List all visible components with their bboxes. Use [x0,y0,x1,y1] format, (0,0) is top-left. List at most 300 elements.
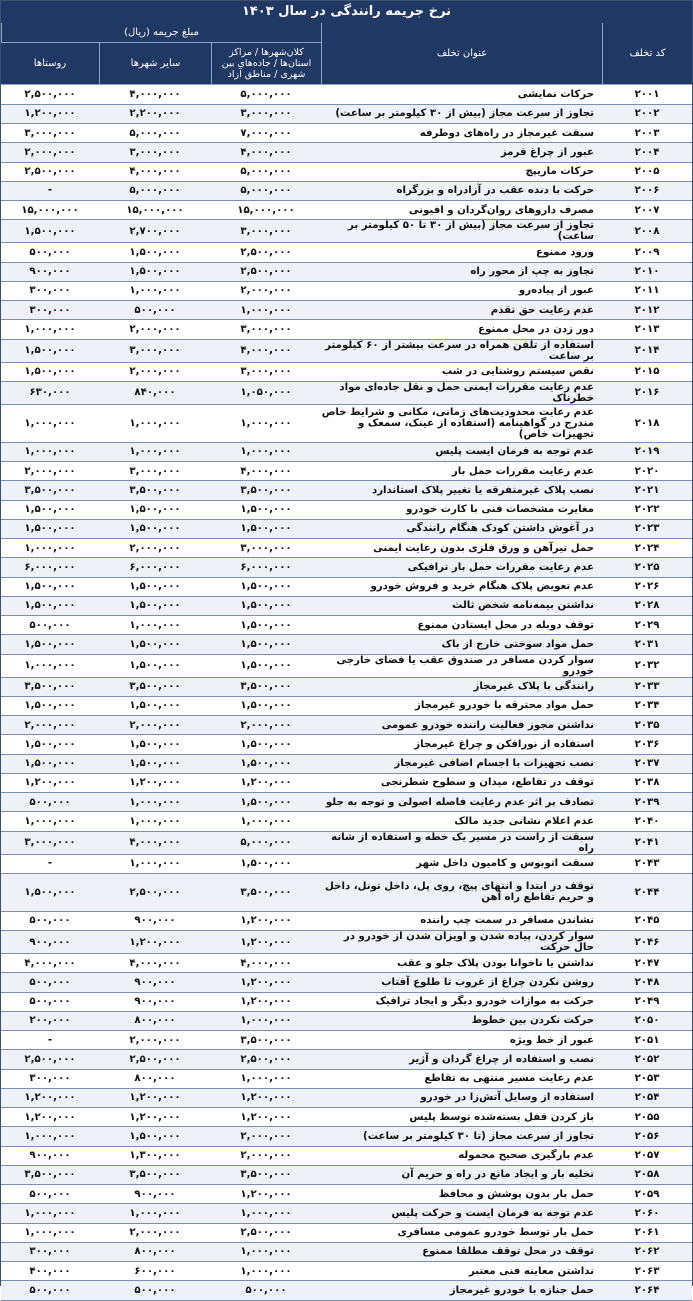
cell-code: ۲۰۶۲ [602,1242,692,1261]
cell-code: ۲۰۶۴ [602,1281,692,1300]
cell-villages: ۲,۵۰۰,۰۰۰ [1,162,99,181]
cell-metro: ۱,۵۰۰,۰۰۰ [211,635,321,654]
cell-villages: ۱,۲۰۰,۰۰۰ [1,1108,99,1127]
table-row [1,1011,692,1030]
cell-villages: ۱,۰۰۰,۰۰۰ [1,1204,99,1223]
cell-other-cities: ۱۵,۰۰۰,۰۰۰ [99,201,211,220]
cell-other-cities: ۳,۵۰۰,۰۰۰ [99,1165,211,1184]
cell-title: حمل جنازه با خودرو غیرمجاز [321,1281,602,1300]
table-row [1,362,692,381]
cell-other-cities: ۱,۵۰۰,۰۰۰ [99,635,211,654]
cell-villages: ۱,۵۰۰,۰۰۰ [1,220,99,243]
cell-metro: ۴,۰۰۰,۰۰۰ [211,462,321,481]
cell-title: نداشتن بیمه‌نامه شخص ثالث [321,596,602,615]
cell-metro: ۱,۲۰۰,۰۰۰ [211,911,321,930]
cell-title: عدم بارگیری صحیح محموله [321,1146,602,1165]
header-other-cities: سایر شهرها [99,43,211,85]
cell-other-cities: ۲,۰۰۰,۰۰۰ [99,1031,211,1050]
cell-villages: ۶,۰۰۰,۰۰۰ [1,558,99,577]
cell-metro: ۱,۲۰۰,۰۰۰ [211,931,321,954]
cell-metro: ۱,۵۰۰,۰۰۰ [211,793,321,812]
cell-code: ۲۰۱۵ [602,362,692,381]
cell-title: حمل بار توسط خودرو عمومی مسافری [321,1223,602,1242]
cell-code: ۲۰۲۵ [602,558,692,577]
cell-villages: ۲,۰۰۰,۰۰۰ [1,716,99,735]
cell-other-cities: ۹۰۰,۰۰۰ [99,911,211,930]
cell-code: ۲۰۵۴ [602,1088,692,1107]
cell-metro: ۵,۰۰۰,۰۰۰ [211,181,321,200]
cell-metro: ۱,۰۰۰,۰۰۰ [211,442,321,461]
cell-code: ۲۰۳۳ [602,677,692,696]
cell-other-cities: ۱,۲۰۰,۰۰۰ [99,773,211,792]
table-row [1,696,692,715]
cell-metro: ۲,۰۰۰,۰۰۰ [211,281,321,300]
table-row [1,404,692,442]
cell-code: ۲۰۴۳ [602,854,692,873]
cell-villages: ۵۰۰,۰۰۰ [1,616,99,635]
table-header [1,23,692,85]
cell-code: ۲۰۳۴ [602,696,692,715]
cell-code: ۲۰۵۹ [602,1185,692,1204]
cell-metro: ۴,۰۰۰,۰۰۰ [211,143,321,162]
cell-other-cities: ۳,۰۰۰,۰۰۰ [99,462,211,481]
cell-metro: ۱,۵۰۰,۰۰۰ [211,596,321,615]
cell-villages: ۹۰۰,۰۰۰ [1,262,99,281]
cell-code: ۲۰۵۷ [602,1146,692,1165]
table-row [1,931,692,954]
cell-title: ورود ممنوع [321,243,602,262]
cell-villages: ۵۰۰,۰۰۰ [1,1281,99,1300]
cell-code: ۲۰۲۳ [602,519,692,538]
cell-title: توقف در ابتدا و انتهای پیچ، روی پل، داخل تونل، داخل و حریم تقاطع راه آهن [321,873,602,911]
cell-villages: ۵۰۰,۰۰۰ [1,793,99,812]
cell-villages: ۳,۵۰۰,۰۰۰ [1,1165,99,1184]
table-row [1,124,692,143]
table-row [1,462,692,481]
cell-code: ۲۰۵۶ [602,1127,692,1146]
table-row [1,558,692,577]
cell-title: دور زدن در محل ممنوع [321,320,602,339]
cell-villages: ۵۰۰,۰۰۰ [1,243,99,262]
cell-villages: ۱,۵۰۰,۰۰۰ [1,596,99,615]
cell-code: ۲۰۳۲ [602,654,692,677]
cell-title: عبور از پیاده‌رو [321,281,602,300]
cell-title: توقف دوبله در محل ایستادن ممنوع [321,616,602,635]
cell-other-cities: ۱,۵۰۰,۰۰۰ [99,1127,211,1146]
cell-metro: ۱۵,۰۰۰,۰۰۰ [211,201,321,220]
cell-title: حمل مواد محترقه با خودرو غیرمجاز [321,696,602,715]
cell-title: حرکت با دنده عقب در آزادراه و بزرگراه [321,181,602,200]
cell-villages: ۳۰۰,۰۰۰ [1,1242,99,1261]
cell-villages: ۱,۵۰۰,۰۰۰ [1,635,99,654]
cell-other-cities: ۱,۰۰۰,۰۰۰ [99,1204,211,1223]
cell-other-cities: ۱,۰۰۰,۰۰۰ [99,793,211,812]
cell-other-cities: ۵۰۰,۰۰۰ [99,301,211,320]
table-row [1,1262,692,1281]
cell-title: در آغوش داشتن کودک هنگام رانندگی [321,519,602,538]
cell-other-cities: ۲,۰۰۰,۰۰۰ [99,716,211,735]
cell-metro: ۱,۵۰۰,۰۰۰ [211,754,321,773]
cell-metro: ۳,۵۰۰,۰۰۰ [211,677,321,696]
cell-villages: ۳۰۰,۰۰۰ [1,281,99,300]
cell-title: عدم تعویض پلاک هنگام خرید و فروش خودرو [321,577,602,596]
cell-villages: ۲۰۰,۰۰۰ [1,1011,99,1030]
table-row [1,677,692,696]
table-row [1,442,692,461]
cell-title: استفاده از تلفن همراه در سرعت بیشتر از ۶۰ کیلومتر بر ساعت [321,339,602,362]
header-amount-group: مبلغ جریمه (ریال) [1,23,321,43]
table-row [1,1185,692,1204]
cell-other-cities: ۲,۰۰۰,۰۰۰ [99,362,211,381]
cell-other-cities: ۲,۵۰۰,۰۰۰ [99,1050,211,1069]
cell-code: ۲۰۵۲ [602,1050,692,1069]
cell-metro: ۲,۵۰۰,۰۰۰ [211,243,321,262]
cell-other-cities: ۸۰۰,۰۰۰ [99,1069,211,1088]
table-row [1,577,692,596]
cell-metro: ۳,۵۰۰,۰۰۰ [211,873,321,911]
cell-other-cities: ۱,۵۰۰,۰۰۰ [99,735,211,754]
cell-code: ۲۰۲۲ [602,500,692,519]
cell-code: ۲۰۰۷ [602,201,692,220]
cell-title: نداشتن معاینه فنی معتبر [321,1262,602,1281]
cell-villages: ۱,۲۰۰,۰۰۰ [1,1088,99,1107]
cell-other-cities: ۵,۰۰۰,۰۰۰ [99,181,211,200]
cell-code: ۲۰۱۸ [602,404,692,442]
cell-metro: ۱,۲۰۰,۰۰۰ [211,1185,321,1204]
cell-title: مصرف داروهای روان‌گردان و افیونی [321,201,602,220]
cell-metro: ۱,۵۰۰,۰۰۰ [211,654,321,677]
cell-title: توقف در تقاطع، میدان و سطوح شطرنجی [321,773,602,792]
cell-code: ۲۰۶۰ [602,1204,692,1223]
cell-title: نداشتن مجوز فعالیت راننده خودرو عمومی [321,716,602,735]
cell-villages: ۳۰۰,۰۰۰ [1,1069,99,1088]
table-row [1,635,692,654]
fines-table-body [1,85,692,1300]
cell-metro: ۱,۰۰۰,۰۰۰ [211,1204,321,1223]
cell-villages: ۲,۰۰۰,۰۰۰ [1,143,99,162]
table-row [1,1031,692,1050]
cell-title: حمل بار بدون پوشش و محافظ [321,1185,602,1204]
cell-metro: ۱,۵۰۰,۰۰۰ [211,500,321,519]
cell-villages: ۵۰۰,۰۰۰ [1,911,99,930]
cell-code: ۲۰۴۴ [602,873,692,911]
cell-metro: ۱,۵۰۰,۰۰۰ [211,696,321,715]
cell-metro: ۱,۲۰۰,۰۰۰ [211,773,321,792]
cell-code: ۲۰۶۳ [602,1262,692,1281]
cell-other-cities: ۱,۵۰۰,۰۰۰ [99,654,211,677]
table-row [1,954,692,973]
cell-villages: ۱,۰۰۰,۰۰۰ [1,1223,99,1242]
cell-other-cities: ۶,۰۰۰,۰۰۰ [99,558,211,577]
table-row [1,201,692,220]
cell-code: ۲۰۰۳ [602,124,692,143]
cell-other-cities: ۱,۰۰۰,۰۰۰ [99,404,211,442]
cell-metro: ۱,۰۰۰,۰۰۰ [211,1011,321,1030]
cell-other-cities: ۱,۰۰۰,۰۰۰ [99,281,211,300]
cell-code: ۲۰۴۸ [602,973,692,992]
table-row [1,616,692,635]
table-row [1,831,692,854]
cell-metro: ۱,۵۰۰,۰۰۰ [211,854,321,873]
cell-other-cities: ۸۰۰,۰۰۰ [99,1242,211,1261]
cell-villages: ۹۰۰,۰۰۰ [1,931,99,954]
cell-villages: ۱,۲۰۰,۰۰۰ [1,773,99,792]
cell-code: ۲۰۴۵ [602,911,692,930]
cell-title: عدم رعایت مسیر منتهی به تقاطع [321,1069,602,1088]
cell-title: نصب و استفاده از چراغ گردان و آژیر [321,1050,602,1069]
cell-title: توقف در محل توقف مطلقا ممنوع [321,1242,602,1261]
cell-code: ۲۰۳۵ [602,716,692,735]
table-row [1,1050,692,1069]
cell-villages: ۲,۵۰۰,۰۰۰ [1,85,99,104]
cell-title: مغایرت مشخصات فنی با کارت خودرو [321,500,602,519]
table-row [1,85,692,104]
cell-metro: ۵,۰۰۰,۰۰۰ [211,162,321,181]
table-row [1,873,692,911]
cell-metro: ۱,۵۰۰,۰۰۰ [211,616,321,635]
cell-code: ۲۰۲۱ [602,481,692,500]
cell-title: عدم رعایت مقررات حمل بار [321,462,602,481]
cell-other-cities: ۴,۰۰۰,۰۰۰ [99,954,211,973]
cell-code: ۲۰۱۴ [602,339,692,362]
cell-other-cities: ۳,۰۰۰,۰۰۰ [99,143,211,162]
table-row [1,143,692,162]
cell-metro: ۱,۵۰۰,۰۰۰ [211,735,321,754]
cell-code: ۲۰۲۴ [602,539,692,558]
cell-other-cities: ۴,۰۰۰,۰۰۰ [99,162,211,181]
table-row [1,1069,692,1088]
cell-code: ۲۰۴۰ [602,812,692,831]
cell-other-cities: ۴,۰۰۰,۰۰۰ [99,831,211,854]
cell-code: ۲۰۱۶ [602,381,692,404]
cell-title: حرکات نمایشی [321,85,602,104]
header-metro: کلان‌شهرها / مراکز استان‌ها / جاده‌های بین شهری / مناطق آزاد [211,43,321,85]
table-row [1,654,692,677]
cell-villages: ۱,۰۰۰,۰۰۰ [1,1127,99,1146]
cell-code: ۲۰۱۲ [602,301,692,320]
fines-table [1,85,692,1301]
table-row [1,281,692,300]
cell-title: تجاوز از سرعت مجاز (بیش از ۳۰ تا ۵۰ کیلومتر بر ساعت) [321,220,602,243]
cell-other-cities: ۲,۷۰۰,۰۰۰ [99,220,211,243]
cell-title: نصب پلاک غیرمتفرقه یا تغییر پلاک استاندارد [321,481,602,500]
cell-other-cities: ۱,۲۰۰,۰۰۰ [99,931,211,954]
cell-other-cities: ۱,۵۰۰,۰۰۰ [99,243,211,262]
table-row [1,1088,692,1107]
table-row [1,1242,692,1261]
cell-code: ۲۰۵۰ [602,1011,692,1030]
cell-other-cities: ۱,۵۰۰,۰۰۰ [99,500,211,519]
cell-title: تجاوز از سرعت مجاز (تا ۳۰ کیلومتر بر ساعت) [321,1127,602,1146]
table-row [1,1146,692,1165]
cell-code: ۲۰۰۴ [602,143,692,162]
cell-villages: ۵۰۰,۰۰۰ [1,973,99,992]
cell-code: ۲۰۰۱ [602,85,692,104]
cell-metro: ۲,۰۰۰,۰۰۰ [211,716,321,735]
cell-title: سوار کردن مسافر در صندوق عقب یا فضای خارجی خودرو [321,654,602,677]
cell-other-cities: ۲,۰۰۰,۰۰۰ [99,320,211,339]
cell-metro: ۲,۵۰۰,۰۰۰ [211,1223,321,1242]
cell-villages: ۱,۵۰۰,۰۰۰ [1,362,99,381]
cell-title: عدم رعایت حق تقدم [321,301,602,320]
cell-metro: ۳,۵۰۰,۰۰۰ [211,1165,321,1184]
cell-other-cities: ۱,۵۰۰,۰۰۰ [99,696,211,715]
cell-villages: - [1,181,99,200]
cell-metro: ۳,۵۰۰,۰۰۰ [211,481,321,500]
cell-title: استفاده از وسایل آتش‌زا در خودرو [321,1088,602,1107]
cell-code: ۲۰۲۸ [602,596,692,615]
cell-code: ۲۰۵۳ [602,1069,692,1088]
cell-metro: ۴,۰۰۰,۰۰۰ [211,954,321,973]
cell-code: ۲۰۲۶ [602,577,692,596]
cell-villages: ۴,۰۰۰,۰۰۰ [1,954,99,973]
table-row [1,793,692,812]
cell-title: حرکات ماریپچ [321,162,602,181]
cell-other-cities: ۱,۲۰۰,۰۰۰ [99,1108,211,1127]
cell-metro: ۳,۵۰۰,۰۰۰ [211,1031,321,1050]
cell-code: ۲۰۴۶ [602,931,692,954]
table-row [1,716,692,735]
cell-villages: ۱,۰۰۰,۰۰۰ [1,404,99,442]
cell-title: عدم رعایت مقررات حمل بار ترافیکی [321,558,602,577]
cell-code: ۲۰۴۹ [602,992,692,1011]
header-villages: روستاها [1,43,99,85]
cell-villages: ۶۳۰,۰۰۰ [1,381,99,404]
cell-metro: ۵,۰۰۰,۰۰۰ [211,831,321,854]
cell-villages: ۱,۵۰۰,۰۰۰ [1,735,99,754]
table-row [1,262,692,281]
cell-title: حمل تیرآهن و ورق فلزی بدون رعایت ایمنی [321,539,602,558]
cell-code: ۲۰۵۱ [602,1031,692,1050]
cell-other-cities: ۹۰۰,۰۰۰ [99,1185,211,1204]
cell-code: ۲۰۲۰ [602,462,692,481]
cell-code: ۲۰۰۶ [602,181,692,200]
cell-code: ۲۰۰۵ [602,162,692,181]
cell-code: ۲۰۳۷ [602,754,692,773]
table-row [1,992,692,1011]
cell-metro: ۲,۰۰۰,۰۰۰ [211,1127,321,1146]
table-row [1,1281,692,1300]
cell-other-cities: ۱,۳۰۰,۰۰۰ [99,1146,211,1165]
cell-other-cities: ۸۴۰,۰۰۰ [99,381,211,404]
cell-other-cities: ۱,۵۰۰,۰۰۰ [99,596,211,615]
cell-title: عدم توجه به فرمان ایست و حرکت پلیس [321,1204,602,1223]
table-row [1,1165,692,1184]
cell-villages: ۱,۰۰۰,۰۰۰ [1,654,99,677]
cell-title: باز کردن قفل بسته‌شده توسط پلیس [321,1108,602,1127]
cell-villages: ۵۰۰,۰۰۰ [1,1185,99,1204]
table-row [1,481,692,500]
cell-title: نصب تجهیزات با اجسام اضافی غیرمجاز [321,754,602,773]
cell-villages: ۱,۰۰۰,۰۰۰ [1,320,99,339]
cell-title: سبقت غیرمجاز در راه‌های دوطرفه [321,124,602,143]
cell-metro: ۱,۰۵۰,۰۰۰ [211,381,321,404]
cell-other-cities: ۳,۵۰۰,۰۰۰ [99,677,211,696]
cell-villages: ۱,۰۰۰,۰۰۰ [1,539,99,558]
cell-title: عدم رعایت مقررات ایمنی حمل و نقل جاده‌ای مواد خطرناک [321,381,602,404]
table-row [1,320,692,339]
cell-code: ۲۰۰۹ [602,243,692,262]
cell-title: سوار کردن، پیاده شدن و آویزان شدن از خودرو در حال حرکت [321,931,602,954]
cell-title: تجاوز از سرعت مجاز (بیش از ۳۰ کیلومتر بر ساعت) [321,104,602,123]
cell-villages: ۲,۰۰۰,۰۰۰ [1,462,99,481]
cell-metro: ۱,۰۰۰,۰۰۰ [211,812,321,831]
cell-other-cities: ۸۰۰,۰۰۰ [99,1011,211,1030]
table-row [1,162,692,181]
table-row [1,181,692,200]
cell-villages: ۳۰۰,۰۰۰ [1,301,99,320]
cell-villages: ۲,۵۰۰,۰۰۰ [1,1050,99,1069]
cell-code: ۲۰۱۹ [602,442,692,461]
cell-villages: ۹۰۰,۰۰۰ [1,1146,99,1165]
cell-other-cities: ۱,۰۰۰,۰۰۰ [99,442,211,461]
cell-title: عبور از چراغ قرمز [321,143,602,162]
cell-other-cities: ۱,۰۰۰,۰۰۰ [99,812,211,831]
cell-metro: ۱,۰۰۰,۰۰۰ [211,1069,321,1088]
cell-other-cities: ۲,۲۰۰,۰۰۰ [99,104,211,123]
cell-metro: ۵,۰۰۰,۰۰۰ [211,85,321,104]
cell-villages: ۳,۵۰۰,۰۰۰ [1,481,99,500]
cell-other-cities: ۱,۰۰۰,۰۰۰ [99,854,211,873]
cell-title: سبقت اتوبوس و کامیون داخل شهر [321,854,602,873]
cell-code: ۲۰۰۸ [602,220,692,243]
cell-villages: ۱,۵۰۰,۰۰۰ [1,500,99,519]
cell-code: ۲۰۰۲ [602,104,692,123]
table-row [1,243,692,262]
cell-title: نقص سیستم روشنایی در شب [321,362,602,381]
cell-other-cities: ۱,۵۰۰,۰۰۰ [99,519,211,538]
cell-title: تصادف بر اثر عدم رعایت فاصله اصولی و توجه به جلو [321,793,602,812]
cell-villages: - [1,854,99,873]
cell-title: رانندگی با پلاک غیرمجاز [321,677,602,696]
cell-code: ۲۰۳۹ [602,793,692,812]
cell-other-cities: ۱,۵۰۰,۰۰۰ [99,262,211,281]
cell-metro: ۷,۰۰۰,۰۰۰ [211,124,321,143]
cell-metro: ۱,۰۰۰,۰۰۰ [211,1242,321,1261]
table-row [1,596,692,615]
cell-title: عبور از خط ویژه [321,1031,602,1050]
table-row [1,339,692,362]
cell-code: ۲۰۵۸ [602,1165,692,1184]
cell-other-cities: ۲,۰۰۰,۰۰۰ [99,1223,211,1242]
table-row [1,735,692,754]
header-title: عنوان تخلف [321,23,602,85]
cell-title: حرکت به موازات خودرو دیگر و ایجاد ترافیک [321,992,602,1011]
cell-other-cities: ۵۰۰,۰۰۰ [99,1281,211,1300]
cell-metro: ۳,۰۰۰,۰۰۰ [211,362,321,381]
cell-metro: ۶,۰۰۰,۰۰۰ [211,558,321,577]
cell-other-cities: ۱,۵۰۰,۰۰۰ [99,754,211,773]
cell-title: حمل مواد سوختی خارج از باک [321,635,602,654]
cell-title: نشاندن مسافر در سمت چپ راننده [321,911,602,930]
cell-code: ۲۰۴۱ [602,831,692,854]
table-row [1,973,692,992]
table-row [1,1204,692,1223]
cell-villages: ۱,۵۰۰,۰۰۰ [1,873,99,911]
document-title: نرخ جریمه رانندگی در سال ۱۴۰۳ [1,1,692,23]
cell-metro: ۱,۲۰۰,۰۰۰ [211,973,321,992]
table-row [1,754,692,773]
cell-other-cities: ۱,۲۰۰,۰۰۰ [99,1088,211,1107]
cell-villages: ۱,۵۰۰,۰۰۰ [1,754,99,773]
cell-title: نداشتن یا ناخوانا بودن پلاک جلو و عقب [321,954,602,973]
table-row [1,500,692,519]
cell-villages: ۵۰۰,۰۰۰ [1,992,99,1011]
cell-metro: ۳,۰۰۰,۰۰۰ [211,320,321,339]
cell-villages: ۳,۰۰۰,۰۰۰ [1,831,99,854]
cell-other-cities: ۵,۰۰۰,۰۰۰ [99,124,211,143]
cell-metro: ۳,۰۰۰,۰۰۰ [211,104,321,123]
